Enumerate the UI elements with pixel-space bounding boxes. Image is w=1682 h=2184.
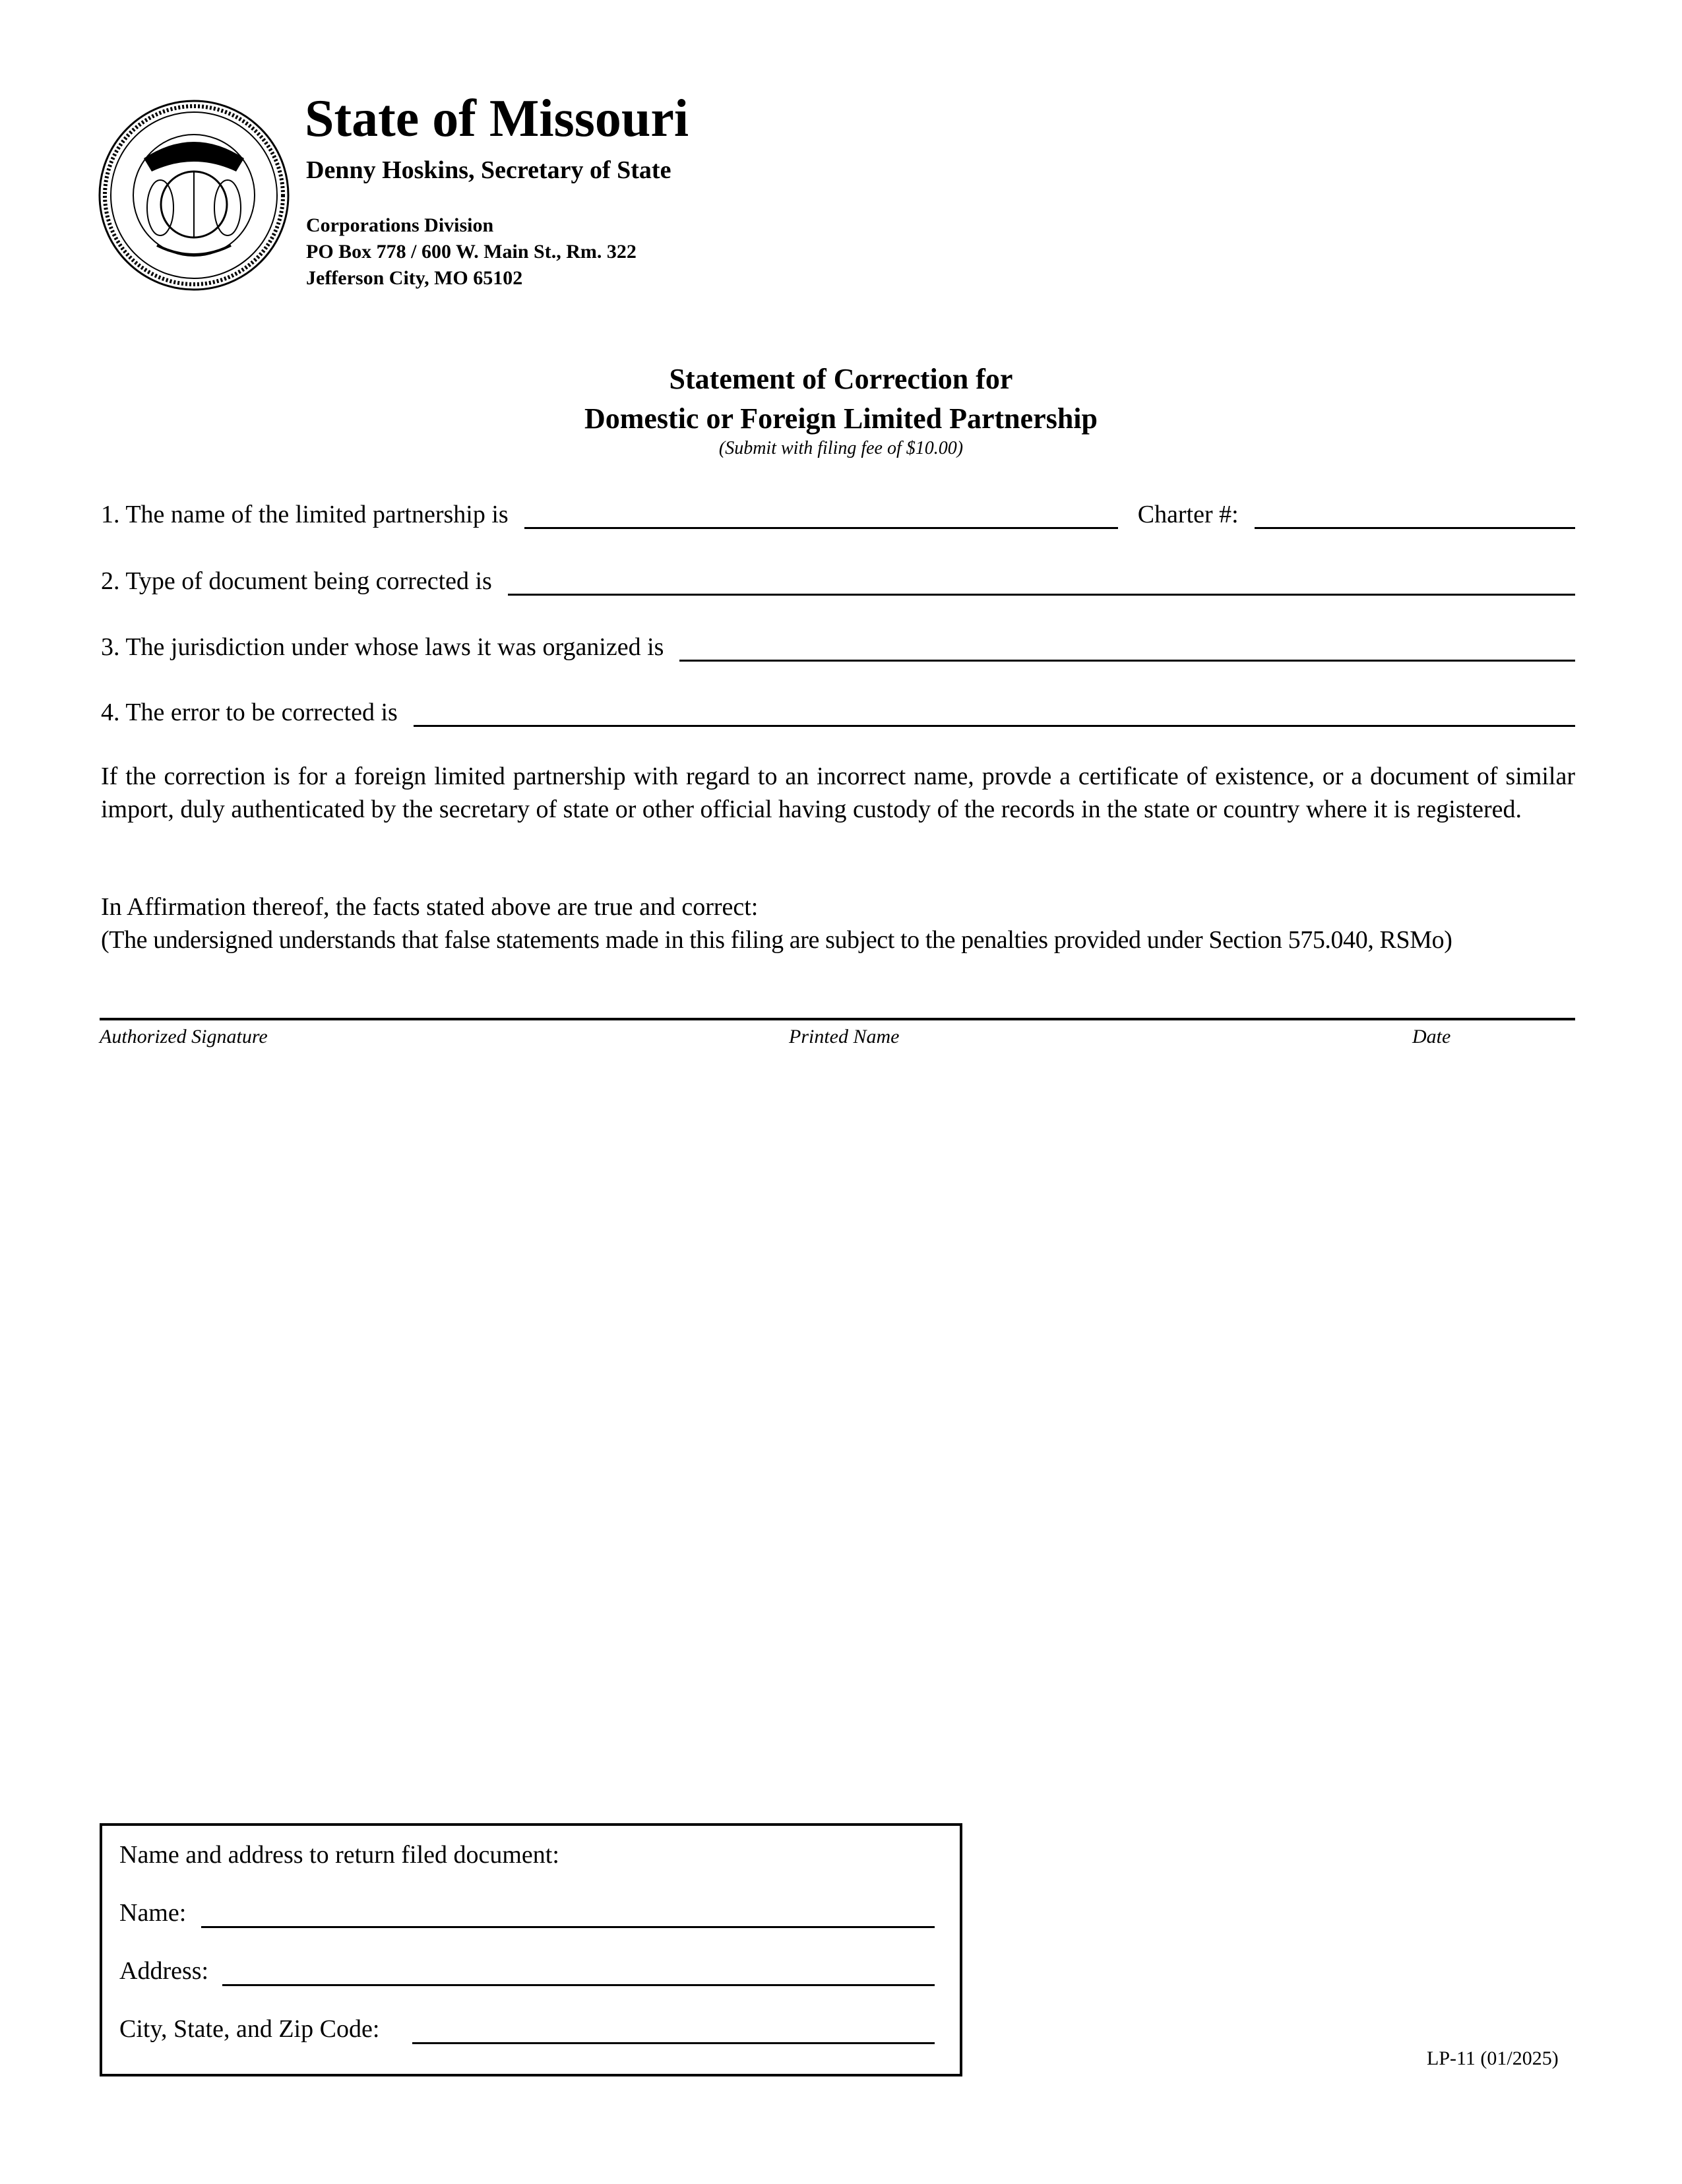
- error-field[interactable]: [414, 701, 1575, 727]
- return-address-box: [100, 1823, 962, 2076]
- jurisdiction-field[interactable]: [679, 636, 1575, 662]
- return-city-label: City, State, and Zip Code:: [119, 2015, 380, 2043]
- state-title: State of Missouri: [305, 90, 689, 148]
- division: Corporations Division: [306, 214, 494, 236]
- return-address-label: Address:: [119, 1957, 209, 1985]
- item-2-label: 2. Type of document being corrected is: [101, 567, 492, 595]
- return-city-field[interactable]: [412, 2041, 935, 2044]
- charter-number-field[interactable]: [1255, 503, 1575, 529]
- form-title: [0, 359, 1682, 439]
- signature-line[interactable]: [100, 1018, 1575, 1020]
- date-label: Date: [1412, 1026, 1451, 1047]
- item-1-label: 1. The name of the limited partnership is: [101, 501, 509, 528]
- signature-label: Authorized Signature: [100, 1026, 268, 1047]
- item-1: [101, 496, 1575, 529]
- form-code: LP-11 (01/2025): [1427, 2047, 1559, 2069]
- fee-note: (Submit with filing fee of $10.00): [718, 438, 964, 458]
- charter-label: Charter #:: [1137, 501, 1239, 528]
- title-line-1: Statement of Correction for: [669, 363, 1013, 395]
- affirmation: [101, 890, 1575, 956]
- item-4-label: 4. The error to be corrected is: [101, 699, 398, 726]
- penalty-note: (The undersigned understands that false statements made in this filing are subject to the penalties provided under Section 575.040, RSMo): [101, 926, 1452, 954]
- title-line-2: Domestic or Foreign Limited Partnership: [584, 402, 1098, 435]
- item-4: [101, 694, 1575, 727]
- document-type-field[interactable]: [508, 570, 1575, 596]
- division-address: [306, 212, 637, 292]
- item-3-label: 3. The jurisdiction under whose laws it was organized is: [101, 633, 664, 661]
- return-address-field[interactable]: [222, 1983, 935, 1986]
- foreign-note: If the correction is for a foreign limited partnership with regard to an incorrect name, provde a certificate of existence, or a document of similar import, duly authenticated by the secretary of state or other official having custody of the records in the state or country where it is registered.: [101, 763, 1575, 823]
- printed-name-label: Printed Name: [789, 1026, 900, 1047]
- address-line-1: PO Box 778 / 600 W. Main St., Rm. 322: [306, 241, 637, 263]
- partnership-name-field[interactable]: [524, 503, 1118, 529]
- address-line-2: Jefferson City, MO 65102: [306, 267, 523, 289]
- return-heading: Name and address to return filed document:: [119, 1841, 559, 1869]
- return-name-field[interactable]: [201, 1925, 935, 1928]
- item-2: [101, 563, 1575, 596]
- state-seal: [98, 99, 290, 292]
- secretary-name: Denny Hoskins, Secretary of State: [306, 156, 671, 184]
- item-3: [101, 629, 1575, 662]
- return-name-label: Name:: [119, 1899, 187, 1927]
- affirmation-line: In Affirmation thereof, the facts stated above are true and correct:: [101, 893, 759, 921]
